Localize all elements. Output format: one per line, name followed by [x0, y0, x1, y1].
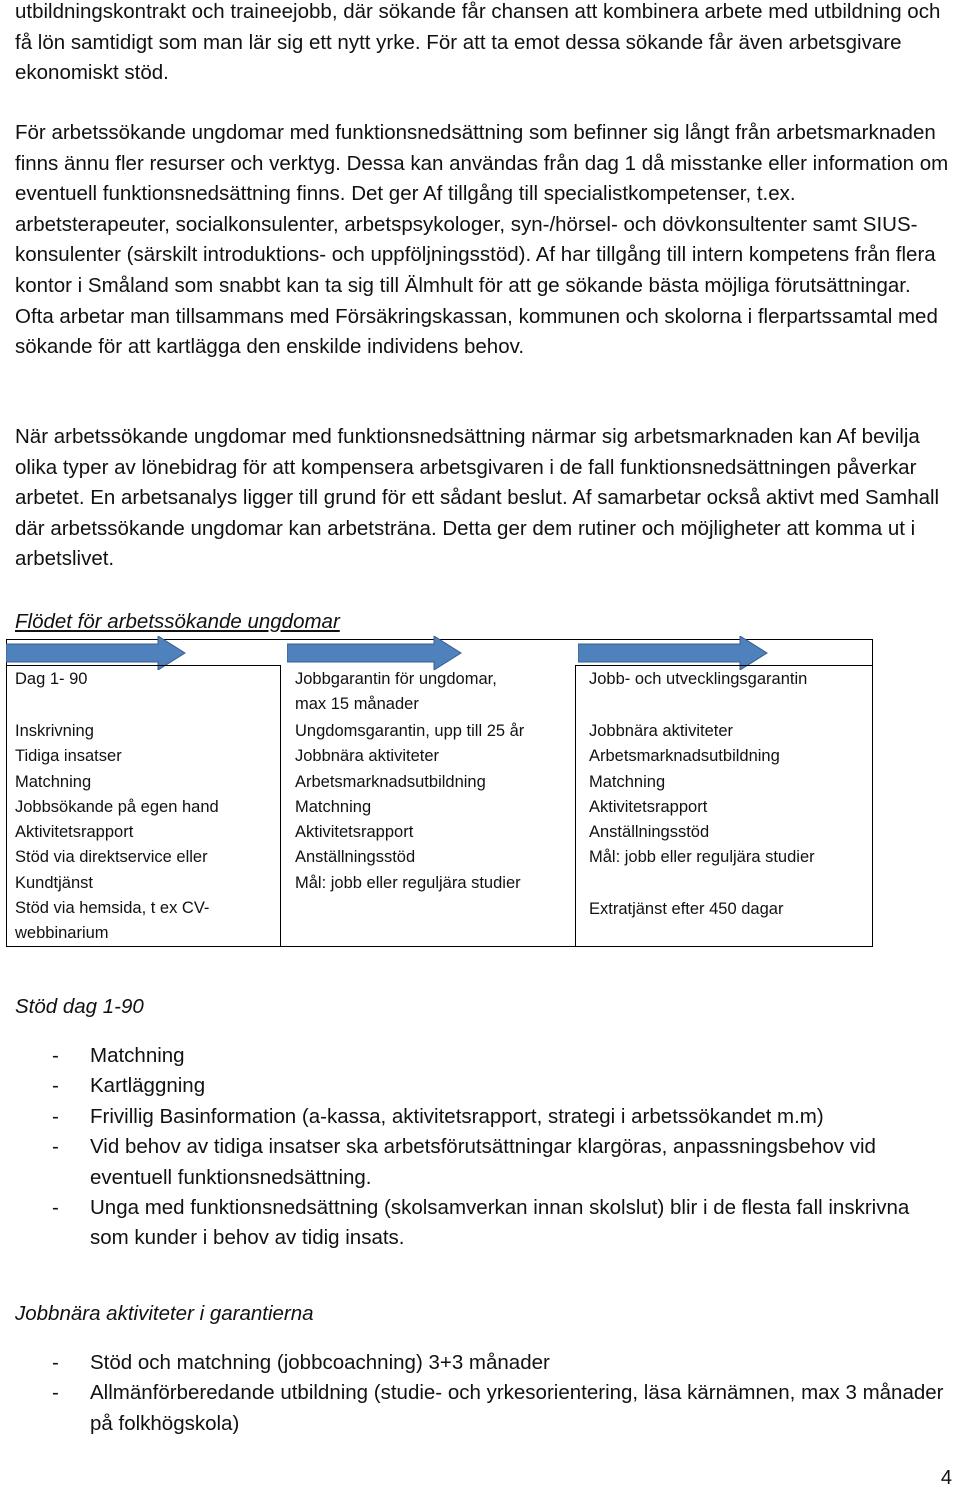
- jobbnara-list: [52, 1348, 952, 1439]
- list-item-text: Matchning: [90, 1044, 185, 1067]
- list-item-text: Frivillig Basinformation (a-kassa, aktivitetsrapport, strategi i arbetssökandet m.m): [90, 1104, 824, 1128]
- arrow-2-icon: [287, 636, 462, 670]
- paragraph-resources: För arbetssökande ungdomar med funktionsnedsättning som befinner sig långt från arbetsmarknaden finns ännu fler resurser och verktyg. Dessa kan användas från dag 1 då misstanke eller information om eventuell funktionsnedsättning finns. Det ger Af tillgång till specialistkompetenser, t.ex. arbetsterapeuter, socialkonsulenter, arbetspsykologer, syn-/hörsel- och dövkonsultenter samt SIUS-konsulenter (särskilt introduktions- och uppföljningsstöd). Af har tillgång till intern kompetens från flera kontor i Småland som snabbt kan ta sig till Älmhult för att ge sökande bästa möjliga förutsättningar. Ofta arbetar man tillsammans med Försäkringskassan, kommunen och skolorna i flerpartssamtal med sökande för att kartlägga den enskilde individens behov.: [15, 121, 949, 359]
- paragraph-intro: utbildningskontrakt och traineejobb, där sökande får chansen att kombinera arbete med utbildning och få lön samtidigt som man lär sig ett nytt yrke. För att ta emot dessa sökande får även arbetsgivare ekonomiskt stöd.: [15, 0, 941, 85]
- list-item: Ungdomsgarantin, upp till 25 år: [295, 722, 525, 740]
- dash-bullet: -: [52, 1196, 59, 1220]
- dash-bullet: -: [52, 1104, 59, 1128]
- list-item: Stöd via hemsida, t ex CV-: [15, 899, 210, 918]
- list-item: Matchning: [295, 797, 372, 816]
- list-item: Mål: jobb eller reguljära studier: [295, 873, 521, 892]
- dash-bullet: -: [52, 1135, 59, 1159]
- list-item: Stöd via direktservice eller: [15, 848, 208, 867]
- list-item: Arbetsmarknadsutbildning: [589, 747, 780, 766]
- list-item-text: Stöd och matchning (jobbcoachning) 3+3 månader: [90, 1351, 550, 1374]
- list-item: Aktivitetsrapport: [295, 823, 414, 842]
- jobbnara-heading: Jobbnära aktiviteter i garantierna: [15, 1302, 314, 1325]
- column-jobb-utveckling-list: [589, 719, 815, 871]
- list-item: Anställningsstöd: [295, 848, 416, 867]
- list-item: [52, 1193, 952, 1254]
- list-item: Jobbsökande på egen hand: [15, 797, 219, 816]
- support-heading: Stöd dag 1-90: [15, 995, 144, 1018]
- list-item: Tidiga insatser: [15, 747, 122, 766]
- column-dag-1-90-list: [15, 719, 219, 947]
- support-list: [52, 1041, 952, 1254]
- list-item: [52, 1378, 952, 1439]
- column-jobbgarantin-title: [295, 667, 497, 718]
- list-item: Matchning: [589, 772, 666, 791]
- list-item: Aktivitetsrapport: [15, 823, 134, 842]
- page-number: 4: [940, 1467, 952, 1489]
- column-jobb-utveckling-title: Jobb- och utvecklingsgarantin: [589, 670, 808, 688]
- list-item: Mål: jobb eller reguljära studier: [589, 848, 815, 867]
- column-jobb-utveckling-extra: Extratjänst efter 450 dagar: [589, 900, 784, 918]
- list-item: Kundtjänst: [15, 873, 93, 892]
- list-item: [52, 1102, 952, 1132]
- list-item-text: Allmänförberedande utbildning (studie- och yrkesorientering, läsa kärnämnen, max 3 månader på folkhögskola): [90, 1381, 944, 1435]
- list-item-text: Unga med funktionsnedsättning (skolsamverkan innan skolslut) blir i de flesta fall inskrivna som kunder i behov av tidig insats.: [90, 1196, 910, 1250]
- column-jobbgarantin-list: [295, 719, 524, 896]
- list-item: [52, 1348, 952, 1378]
- dash-bullet: -: [52, 1381, 59, 1405]
- list-item: [52, 1041, 952, 1071]
- list-item: Matchning: [15, 772, 92, 791]
- list-item: Arbetsmarknadsutbildning: [295, 772, 486, 791]
- paragraph-wage-subsidy: När arbetssökande ungdomar med funktionsnedsättning närmar sig arbetsmarknaden kan Af bevilja olika typer av lönebidrag för att kompensera arbetsgivaren i de fall funktionsnedsättningen påverkar arbetet. En arbetsanalys ligger till grund för ett sådant beslut. Af samarbetar också aktivt med Samhall där arbetssökande ungdomar kan arbetsträna. Detta ger dem rutiner och möjligheter att komma ut i arbetslivet.: [15, 425, 940, 571]
- dash-bullet: -: [52, 1044, 59, 1067]
- list-item: Jobbnära aktiviteter: [589, 722, 733, 740]
- list-item: [52, 1132, 952, 1193]
- column-jobbgarantin-title-line1: Jobbgarantin för ungdomar,: [295, 670, 497, 688]
- dash-bullet: -: [52, 1351, 59, 1374]
- dash-bullet: -: [52, 1074, 59, 1098]
- list-item: webbinarium: [15, 924, 109, 943]
- list-item: Aktivitetsrapport: [589, 797, 708, 816]
- list-item-text: Kartläggning: [90, 1074, 206, 1098]
- column-dag-1-90-title: Dag 1- 90: [15, 670, 88, 688]
- list-item: Jobbnära aktiviteter: [295, 747, 439, 766]
- list-item: [52, 1071, 952, 1101]
- flow-heading: Flödet för arbetssökande ungdomar: [15, 610, 340, 633]
- list-item-text: Vid behov av tidiga insatser ska arbetsförutsättningar klargöras, anpassningsbehov vid eventuell funktionsnedsättning.: [90, 1135, 876, 1189]
- list-item: Anställningsstöd: [589, 823, 710, 842]
- column-jobbgarantin-title-line2: max 15 månader: [295, 695, 419, 714]
- list-item: Inskrivning: [15, 722, 94, 740]
